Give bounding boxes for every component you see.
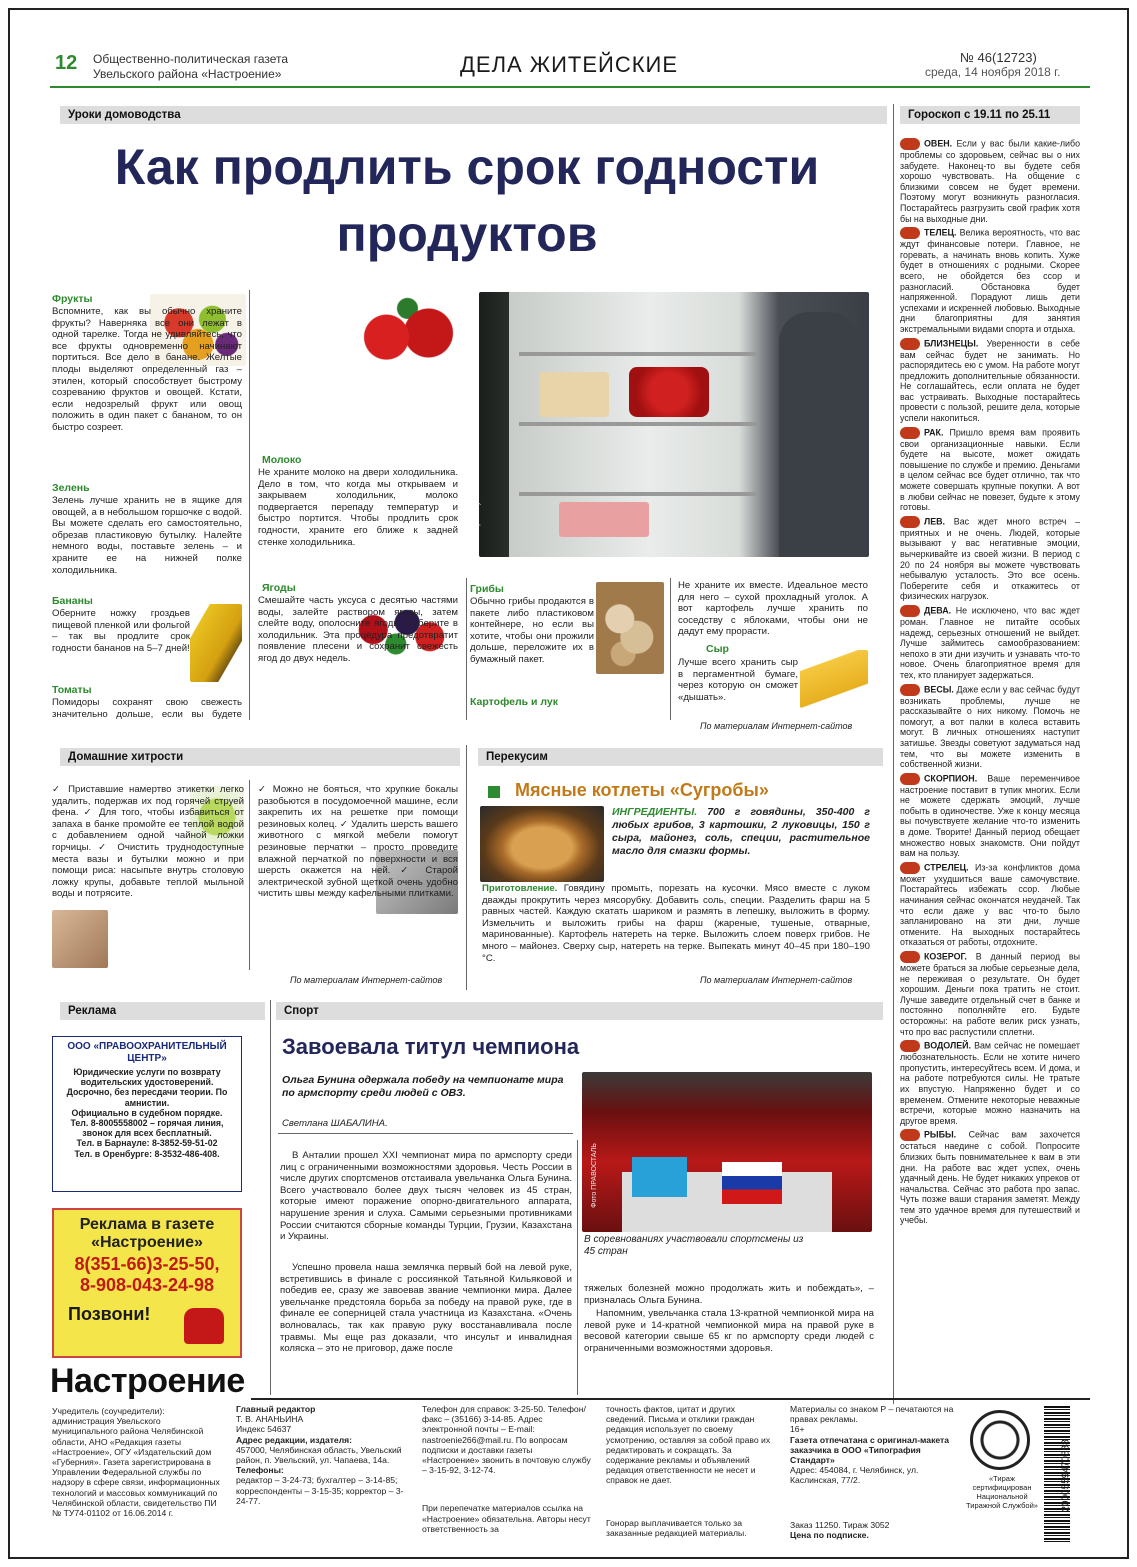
sign-text: Уверенности в себе вам сейчас будет не занимать. Но распорядитесь ею с умом. На работе могут предложить дополнительные обязанности. Не соглашайтесь, если оплата не будет вас устраивать. Выходные постарайтесь провести с пользой, решите дела, которые успели накопиться. (900, 337, 1080, 424)
promo-phone-2: 8-908-043-24-98 (79, 1275, 215, 1295)
law-text-2: Досрочно, без пересдачи теории. По амнистии. (66, 1087, 228, 1108)
zodiac-icon (900, 1040, 920, 1052)
sign-text: Из-за конфликтов дома может ухудшиться ваше самочувствие. Постарайтесь избежать ссор. Любые начинания сейчас окончатся неудачей. Так что если даже у вас что-то было запланировано на эти дни, лучше отмените. На выходных постарайтесь отказаться от работы, отдохните. (900, 862, 1081, 948)
printed-by: Газета отпечатана с оригинал-макета заказчика в ООО «Типография Стандарт» (790, 1434, 950, 1466)
fridge-shelf (519, 352, 759, 356)
horoscope-sign (900, 605, 1080, 681)
snack-prep (482, 883, 870, 964)
ingredients-text: 700 г говядины, 350-400 г любых грибов, 3 картошки, 2 луковицы, 150 г сыра, майонез, соль, специи, растительное масло для смазки формы. (612, 806, 871, 857)
promo-ad (52, 1208, 242, 1358)
promo-call: Позвони! (68, 1304, 151, 1324)
zodiac-icon (900, 427, 920, 439)
tomatoes-photo (355, 292, 460, 374)
stamp-text: «Тираж сертифицирован Национальной Тиражной Службой» (966, 1474, 1038, 1510)
age-rating: 16+ (790, 1424, 805, 1435)
tomatoes-text-cont (258, 292, 353, 376)
potato-text: Не храните их вместе. Идеальное место для него – сухой прохладный уголок. А вот картофель лучше хранить по соседству с яблоками, чтобы они не дадут ему прорасти. (678, 580, 868, 638)
zodiac-icon (900, 684, 920, 696)
sign-name: ТЕЛЕЦ. (924, 227, 957, 238)
zodiac-icon (900, 951, 920, 963)
sign-text: Вас ждет много встреч – приятных и не очень. Людей, которые вызывают у вас негативные эмоции, вычеркивайте из своей жизни. В период с 20 по 24 ноября вы можете чувствовать небывалую усталость. Это все осень. Поберегите себя и откажитесь от физических нагрузок. (900, 516, 1081, 602)
footer-accuracy (606, 1404, 776, 1538)
sign-name: ДЕВА. (924, 605, 952, 616)
sign-name: СТРЕЛЕЦ. (924, 862, 969, 873)
sign-name: ВОДОЛЕЙ. (924, 1040, 971, 1051)
law-ad (52, 1036, 242, 1192)
sport-lead: Ольга Бунина одержала победу на чемпионате мира по армспорту среди людей с ОВЗ. (282, 1074, 564, 1099)
fruits-heading: Фрукты (52, 293, 93, 305)
sign-text: Велика вероятность, что вас ждут финансовые потери. Главное, не горевать, а начинать вновь копить. Хуже будет в отношениях с родными. Скорее всего, не обойдется без ссор и разногласий. Обстановка будет напряженной. Порадуют лишь дети успехами и искренней любовью. Выходные дни благоприятны для занятия экстремальными видами спорта и отдыха. (900, 227, 1080, 334)
fridge-shelf (519, 492, 759, 496)
greens-text: Зелень лучше хранить не в ящике для овощей, а в небольшом горшочке с водой. Вы можете сделать его самостоятельно, обрезав пластиковую бутылку. Налейте немного воды, поставьте зелень – и храните ее на нижней полке холодильника. (52, 495, 242, 576)
kazakh-flag (632, 1157, 687, 1197)
horoscope-list (900, 138, 1080, 1229)
zodiac-icon (900, 516, 920, 528)
berries-text: Смешайте часть уксуса с десятью частями воды, залейте раствором ягоды, затем слейте воду, ополосните ягоды и уберите в холодильник. Эта процедура предотвратит появление плесени и сохранит свежесть ягод до двух недель. (258, 595, 458, 664)
sign-name: ЛЕВ. (924, 516, 946, 527)
sport-p4: Напомним, увельчанка стала 13-кратной чемпионкой мира на левой руке и 14-кратной чемпионкой мира на правой руке в весовой категории свыше 65 кг по армспорту среди людей с ограниченными возможностями здоровья. (584, 1308, 874, 1354)
paper-desc-2: Увельского района «Настроение» (93, 67, 282, 81)
greens-heading: Зелень (52, 482, 90, 494)
zodiac-icon (900, 1129, 920, 1141)
horoscope-sign (900, 427, 1080, 513)
law-text-4: Тел. 8-8005558002 – горячая линия, звонок для всех бесплатный. (70, 1118, 224, 1139)
horoscope-sign (900, 951, 1080, 1037)
law-text-1: Юридические услуги по возврату водительских удостоверений. (73, 1067, 221, 1088)
sign-name: РАК. (924, 427, 944, 437)
divider (270, 1000, 271, 1395)
sport-author: Светлана ШАБАЛИНА. (282, 1118, 388, 1129)
sport-photo-credit: Фото ПРАВОСТАЛЬ (590, 1143, 598, 1208)
sport-p2: Успешно провела наша землячка первый бой на левой руке, встретившись в финале с россиянкой Татьяной Кильяковой и победив ее, сразу же завоевав звание чемпионки мира. Далее увельчанке предстояла борьба за победу на правой руке, где в финале ее соперницей стала участница из Казахстана. «Очень волновалась, так как правую руку восстанавливала после травмы. Мы еще раз доказали, что инсульт и инвалидная коляска – это не приговор, даже после (280, 1262, 572, 1355)
bananas-photo (190, 604, 242, 682)
horoscope-divider (893, 104, 894, 1404)
cheese-text: Лучше всего хранить сыр в пергаментной бумаге, через которую он сможет «дышать». (678, 657, 798, 703)
fridge-shelf (519, 422, 759, 426)
horoscope-sign (900, 227, 1080, 334)
barcode-number: 2000559470888 (1060, 1439, 1072, 1512)
salad-box (539, 372, 609, 417)
law-text-3: Официально в судебном порядке. (71, 1107, 223, 1118)
sign-name: ВЕСЫ. (924, 683, 954, 694)
promo-line-2: «Настроение» (91, 1234, 203, 1251)
divider (466, 745, 467, 990)
horoscope-sign (900, 1040, 1080, 1126)
footer-ref (422, 1404, 592, 1534)
page-number: 12 (55, 52, 78, 74)
address: 457000, Челябинская область, Увельский район, п. Увельский, ул. Чапаева, 14а. (236, 1444, 402, 1466)
phones: редактор – 3-24-73; бухгалтер – 3-14-85; корреспонденты – 3-15-35; корректор – 3-24-77. (236, 1475, 404, 1506)
berries-heading: Ягоды (262, 582, 296, 594)
ref-text: Телефон для справок: 3-25-50. Телефон/факс – (35166) 3-14-85. Адрес электронной почты – E-mail: nastroenie266@mail.ru. По вопросам подписки и доставки газеты «Настроение» звонить в почтовую службу – 3-15-92, 3-12-74. (422, 1404, 591, 1476)
mushrooms-text: Обычно грибы продаются в пакете либо пластиковом контейнере, но если вы хотите, чтобы они прожили дольше, переложите их в бумажный пакет. (470, 596, 594, 665)
horoscope-sign (900, 773, 1080, 859)
horoscope-sign (900, 338, 1080, 424)
snack-ingredients (612, 806, 870, 858)
sign-text: Ваше переменчивое настроение поставит в тупик многих. Если не можете сдержать эмоций, лучше побыть в одиночестве. Уже к концу месяца вы почувствуете желание что-то изменить в доме. Творите! Данный период обещает множество новых знакомств. Они пойдут вам на пользу. (900, 773, 1080, 859)
section-title: ДЕЛА ЖИТЕЙСКИЕ (460, 52, 679, 77)
tomatoes-text-2 (258, 376, 458, 446)
tricks-col-2: ✓ Можно не бояться, что хрупкие бокалы разобьются в посудомоечной машине, если закрепить их на решетке при помощи резиновых колец. ✓ Удалить шерсть вашего животного с мягкой мебели помогут резиновые перчатки – просто проведите влажной перчаткой по поверхности и вся шерсть окажется на ней. ✓ Старой электрической зубной щеткой очень удобно чистить швы между кафельными плитками. (258, 784, 458, 900)
phone-icon (184, 1308, 224, 1344)
divider (249, 290, 250, 720)
prep-text: Говядину промыть, порезать на кусочки. Мясо вместе с луком дважды прокрутить через мясорубку. Добавить соль, специи. Разделить фарш на 5 равных частей. Каждую скатать шариком и размять в лепешку, выложить в форму. Измельчить и выложить грибы на фарш (жареные, тушеные, отварные, маринованные). Картофель натереть на терке. Выложить слоем поверх грибов. Не много – майонез. Сверху сыр, натереть на терке. Выпекать минут 40–45 при 180–190 °С. (482, 883, 871, 964)
sign-text: Вам сейчас не помешает любознательность. Если не хотите ничего пропустить, интересуйтесь всем. И дома, и на работе потребуются силы. Не тратьте их впустую. Напряженно будет и со временем. Отмените некоторые неважные встречи, которые можно назначить на другое время. (900, 1040, 1081, 1126)
editor-name: Т. В. АНАНЬИНА (236, 1414, 304, 1425)
tricks-col-1: ✓ Приставшие намертво этикетки легко удалить, подержав их под горячей струей фена. ✓ Для того, чтобы избавиться от запаха в банке промойте ее теплой водой с добавлением одной чайной ложки горчицы. ✓ Очистить труднодоступные места вазы и бутылки можно и при помощи риса: насыпьте внутрь столовую ложку крупы, добавьте теплой мыльной воды и потрясите. (52, 784, 244, 900)
sign-name: ОВЕН. (924, 138, 953, 149)
mushrooms-photo (596, 582, 664, 674)
horoscope-sign (900, 1129, 1080, 1226)
divider (466, 578, 467, 720)
header-rule (50, 86, 1090, 88)
reprint-text: При перепечатке материалов ссылка на «Настроение» обязательна. Авторы несут ответственность за (422, 1503, 591, 1534)
strawberries (629, 367, 709, 417)
law-text-5: Тел. в Барнауле: 8-3852-59-51-02 (76, 1138, 218, 1149)
snack-rubric: Перекусим (478, 748, 883, 766)
tricks-rubric: Домашние хитрости (60, 748, 460, 766)
mushrooms-heading: Грибы (470, 583, 504, 595)
horoscope-rubric: Гороскоп с 19.11 по 25.11 (900, 106, 1080, 124)
snack-title: Мясные котлеты «Сугробы» (515, 780, 769, 800)
fridge-photo (479, 292, 869, 557)
address-label: Адрес редакции, издателя: (236, 1434, 353, 1445)
promo-line-1: Реклама в газете (79, 1216, 215, 1233)
photo-credit (479, 487, 481, 544)
tomatoes-heading: Томаты (52, 684, 92, 696)
sport-p3: тяжелых болезней можно продолжать жить и побеждать», – призналась Ольга Бунина. (584, 1283, 874, 1306)
sign-text: Не исключено, что вас ждет роман. Главное не питайте особых надежд, серьезных отношений не выйдет. Лучше займитесь самообразованием: непохо в эти дни изучить и узнавать что-то новое. Очень благоприятное время для тех, кто планирует задержаться. (900, 605, 1080, 680)
paper-desc-1: Общественно-политическая газета (93, 52, 289, 66)
sport-photo (582, 1072, 872, 1232)
horoscope-sign (900, 862, 1080, 948)
horoscope-sign (900, 684, 1080, 770)
lessons-title-2: продуктов (336, 206, 598, 262)
footer-print (790, 1404, 960, 1540)
milk-text: Не храните молоко на двери холодильника. Дело в том, что когда мы открываем и закрываем холодильник, молоко подвергается перепаду температур и быстро портится. Чтобы продлить срок годности, храните его ближе к задней стенке холодильника. (258, 467, 458, 548)
zodiac-icon (900, 227, 920, 239)
print-address: Адрес: 454084, г. Челябинск, ул. Каслинская, 77/2. (790, 1465, 919, 1486)
divider (670, 578, 671, 720)
lessons-source: По материалам Интернет-сайтов (700, 721, 853, 731)
phones-label: Телефоны: (236, 1465, 284, 1476)
zodiac-icon (900, 862, 920, 874)
snack-source: По материалам Интернет-сайтов (700, 975, 853, 985)
editor-label: Главный редактор (236, 1404, 316, 1414)
sign-name: СКОРПИОН. (924, 773, 978, 784)
issue-date: среда, 14 ноября 2018 г. (925, 65, 1061, 79)
person-silhouette (779, 312, 859, 557)
milk-heading: Молоко (262, 454, 302, 466)
accuracy-text: точность фактов, цитат и других сведений. Письма и отклики граждан редакция использует по своему усмотрению, оставляя за собой право их редактировать и сокращать. За содержание рекламы и объявлений редакция ответственности не несет и справок не дает. (606, 1404, 771, 1486)
meat-tray (559, 502, 649, 537)
sport-caption: В соревнованиях участвовали спортсмены из 45 стран (584, 1234, 804, 1257)
sign-text: В данный период вы можете браться за любые серьезные дела, не переживая о результате. Он будет хорошим. Деньги пока тратить не стоит. Лучше заведите отдельный счет в банке и постоянно пополняйте его. Будьте осторожны: на работе велик риск узнать, что про вас распустили сплетни. (900, 951, 1081, 1037)
russian-flag (722, 1162, 782, 1204)
price: Цена по подписке. (790, 1529, 869, 1540)
order: Заказ 11250. Тираж 3052 (790, 1519, 890, 1530)
ingredients-label: ИНГРЕДИЕНТЫ. (612, 806, 698, 818)
law-text-6: Тел. в Оренбурге: 8-3532-486-408. (74, 1148, 220, 1159)
horoscope-sign (900, 516, 1080, 602)
sport-title: Завоевала титул чемпиона (282, 1034, 580, 1059)
cheese-photo (800, 650, 868, 708)
zodiac-icon (900, 773, 920, 785)
divider (577, 1140, 578, 1395)
tomatoes-text: Помидоры сохранят свою свежесть значительно дольше, если вы будете (52, 697, 242, 720)
sign-text: Сейчас вам захочется остаться наедине с собой. Попросите близких быть повнимательнее к вам в эти дни. На работе вас ждет успех, очень удачный день. Не будет никаких упреков от начальства. Сейчас это работа про запас. Чуть позже ваши старания заметят. Между тем это удачное время для путешествий и учебы. (900, 1129, 1080, 1226)
sport-p1: В Анталии прошел XXI чемпионат мира по армспорту среди лиц с ограниченными возможностями здоровья. Честь России в числе других спортсменов отстаивала увельчанка Ольга Бунина. Всего участвовало более двух тысяч человек из 45 стран, которые имеют поражение опорно-двигательного аппарата, нарушение зрения и слуха. Самыми серьезными противниками России считаются сборные команды Турции, Грузии, Казахстана и Украины. (280, 1150, 572, 1243)
lessons-title-1: Как продлить срок годности (114, 139, 820, 195)
footer-editorial (236, 1404, 406, 1506)
law-title: ООО «ПРАВООХРАНИТЕЛЬНЫЙ ЦЕНТР» (67, 1041, 227, 1064)
prep-label: Приготовление. (482, 883, 558, 894)
cutlet-photo (480, 806, 604, 882)
sport-author-rule (278, 1133, 573, 1134)
zodiac-icon (900, 138, 920, 150)
sign-name: БЛИЗНЕЦЫ. (924, 337, 979, 348)
lessons-rubric: Уроки домоводства (60, 106, 887, 124)
nts-stamp (970, 1410, 1030, 1470)
bananas-text: Оберните ножку гроздьев пищевой пленкой или фольгой – так вы продлите срок годности бананов на 5–7 дней! (52, 608, 190, 654)
snack-bullet (488, 786, 500, 798)
fee-text: Гонорар выплачивается только за заказанные редакцией материалы. (606, 1517, 747, 1538)
footer-founders: Учредитель (соучредители): администрация Увельского муниципального района Челябинской области, АНО «Редакция газеты «Настроение», ОГУ «Издательский дом «Губерния». Газета зарегистрирована в Управлении Федеральной службы по надзору в сфере связи, информационных технологий и массовых коммуникаций по Челябинской области, свидетельство ПИ № ТУ74-01102 от 16.06.2014 г. (52, 1406, 220, 1519)
sport-rubric: Спорт (276, 1002, 883, 1020)
zodiac-icon (900, 338, 920, 350)
sign-text: Пришло время вам проявить свои организационные навыки. Если будете на высоте, может ожидать повышение по службе и премию. Деньгами в целом сейчас все будет отлично, так что можете совершать крупные покупки. А вот в любви сейчас не повезет, будьте к этому готовы. (900, 427, 1081, 513)
sign-text: Если у вас были какие-либо проблемы со здоровьем, сейчас вы о них забудете. Наконец-то вы будете себя хорошо чувствовать. На общение с близкими совсем не будет времени. Поэтому могут возникнуть разногласия. Постарайтесь разгрузить свой график хотя бы на выходные дни. (900, 138, 1081, 224)
divider (249, 780, 250, 970)
sign-text: Даже если у вас сейчас будут возникать проблемы, лучше не рассказывайте о них никому. Помочь не помогут, а вот палки в колеса вставить могут. В личных отношениях наступит затишье. Звезды советуют задуматься над тем, что вы можете изменить в собственной жизни. (900, 683, 1081, 770)
sign-name: РЫБЫ. (924, 1129, 957, 1140)
promo-phone-1: 8(351-66)3-25-50, (74, 1254, 220, 1274)
ads-rubric: Реклама (60, 1002, 265, 1020)
horoscope-sign (900, 138, 1080, 224)
potato-heading: Картофель и лук (470, 696, 558, 708)
cheese-heading: Сыр (706, 643, 729, 655)
tricks-source: По материалам Интернет-сайтов (290, 975, 443, 985)
zodiac-icon (900, 605, 920, 617)
sign-name: КОЗЕРОГ. (924, 951, 967, 962)
ads-note: Материалы со знаком Р – печатаются на правах рекламы. (790, 1404, 954, 1425)
index: Индекс 54637 (236, 1424, 292, 1435)
fruits-text: Вспомните, как вы обычно храните фрукты? Наверняка все они лежат в одной тарелке. Тогда не удивляйтесь, что все фрукты одновременно начинают портиться. Все дело в банане. Желтые плоды выделяют определенный газ – этилен, который способствует быстрому созреванию фруктов и овощей. Кстати, если недозрелый фрукт или овощ положить в один пакет с бананом, то он быстро созреет. (52, 306, 242, 433)
issue-number: № 46(12723) (960, 50, 1037, 65)
bananas-heading: Бананы (52, 595, 93, 607)
logo: Настроение (50, 1362, 251, 1401)
